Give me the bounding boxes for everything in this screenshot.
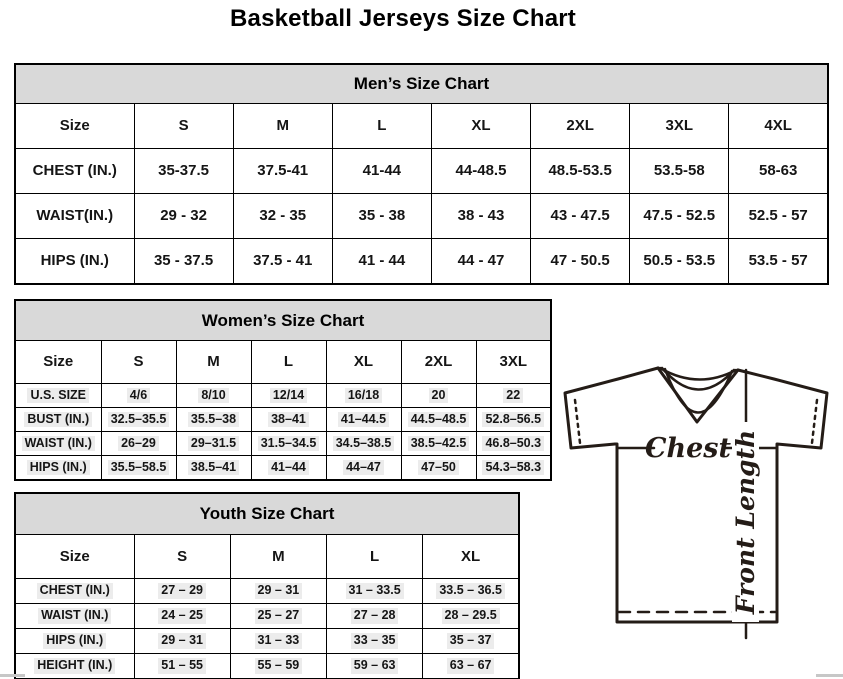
measurement-value-cell [326, 408, 401, 432]
size-column-header [431, 104, 530, 149]
cell-text: S [177, 547, 188, 565]
measurement-value-cell [431, 149, 530, 194]
measurement-value-cell [101, 432, 176, 456]
cell-text: 38.5–41 [188, 460, 239, 476]
cell-text: S [178, 117, 189, 135]
measurement-row-label [15, 384, 101, 408]
measurement-value-cell [476, 384, 551, 408]
measurement-value-cell [233, 149, 332, 194]
measurement-value-cell [630, 194, 729, 239]
cell-text: CHEST (IN.) [32, 162, 117, 180]
cell-text: 53.5 - 57 [748, 252, 808, 270]
cell-text: 24 – 25 [158, 608, 206, 624]
cell-text: CHEST (IN.) [37, 583, 113, 599]
measurement-value-cell [134, 629, 230, 654]
measurement-value-cell [476, 432, 551, 456]
womens-table-title: Women’s Size Chart [15, 300, 551, 341]
cell-text: 37.5 - 41 [253, 252, 313, 270]
cell-text: 27 – 28 [351, 608, 399, 624]
cell-text: 35-37.5 [158, 162, 209, 180]
measurement-value-cell [251, 408, 326, 432]
cell-text: U.S. SIZE [27, 388, 89, 404]
cell-text: 38.5–42.5 [408, 436, 470, 452]
measurement-value-cell [176, 432, 251, 456]
size-header-row [15, 104, 828, 149]
right-sleeve-stitch-line [812, 400, 817, 443]
measurement-value-cell [423, 629, 519, 654]
measurement-value-cell [251, 384, 326, 408]
measurement-value-cell [326, 384, 401, 408]
measurement-value-cell [176, 456, 251, 481]
measurement-value-cell [729, 194, 828, 239]
measurement-row [15, 194, 828, 239]
measurement-row [15, 149, 828, 194]
cell-text: 35.5–38 [188, 412, 239, 428]
cell-text: 32 - 35 [259, 207, 307, 225]
cell-text: 22 [503, 388, 523, 404]
cell-text: 54.3–58.3 [482, 460, 544, 476]
measurement-value-cell [401, 384, 476, 408]
cell-text: 20 [429, 388, 449, 404]
measurement-value-cell [251, 432, 326, 456]
cell-text: 4/6 [127, 388, 150, 404]
cell-text: Size [59, 117, 90, 135]
measurement-value-cell [134, 149, 233, 194]
measurement-value-cell [332, 239, 431, 285]
measurement-value-cell [134, 604, 230, 629]
cell-text: 34.5–38.5 [333, 436, 395, 452]
cell-text: M [207, 353, 220, 371]
measurement-value-cell [251, 456, 326, 481]
cell-text: 35 - 38 [358, 207, 406, 225]
measurement-row-label [15, 456, 101, 481]
measurement-value-cell [332, 194, 431, 239]
cell-text: L [377, 117, 387, 135]
mens-size-chart-table [14, 63, 829, 285]
measurement-value-cell [326, 432, 401, 456]
measurement-value-cell [326, 456, 401, 481]
measurement-value-cell [630, 149, 729, 194]
cell-text: 51 – 55 [158, 658, 206, 674]
cell-text: 35 – 37 [447, 633, 495, 649]
cell-text: 12/14 [270, 388, 307, 404]
cell-text: 31 – 33 [255, 633, 303, 649]
measurement-value-cell [401, 408, 476, 432]
size-label-header [15, 341, 101, 384]
youth-table-body [15, 535, 519, 679]
cell-text: 48.5-53.5 [548, 162, 612, 180]
page-title: Basketball Jerseys Size Chart [230, 5, 576, 32]
size-column-header [630, 104, 729, 149]
size-header-row [15, 341, 551, 384]
cell-text: Size [43, 353, 74, 371]
size-column-header [327, 535, 423, 579]
measurement-value-cell [729, 149, 828, 194]
measurement-value-cell [531, 149, 630, 194]
womens-table-body [15, 341, 551, 481]
cell-text: 38–41 [268, 412, 309, 428]
size-column-header [401, 341, 476, 384]
cell-text: XL [353, 353, 374, 371]
measurement-value-cell [233, 239, 332, 285]
cell-text: 29–31.5 [188, 436, 239, 452]
measurement-row-label [15, 629, 134, 654]
cell-text: 29 – 31 [255, 583, 303, 599]
measurement-row [15, 456, 551, 481]
cell-text: 3XL [665, 117, 694, 135]
cell-text: 26–29 [118, 436, 159, 452]
cell-text: 31.5–34.5 [258, 436, 320, 452]
cell-text: 33.5 – 36.5 [436, 583, 505, 599]
cell-text: 4XL [764, 117, 792, 135]
cell-text: 29 - 32 [160, 207, 207, 225]
cell-text: WAIST(IN.) [36, 207, 114, 225]
cell-text: Size [59, 547, 90, 565]
left-sleeve-stitch-line [575, 400, 580, 443]
measurement-value-cell [230, 629, 326, 654]
cell-text: HEIGHT (IN.) [34, 658, 115, 674]
horizontal-scrollbar-button-fragment[interactable] [816, 674, 843, 677]
cell-text: 52.8–56.5 [482, 412, 544, 428]
cell-text: 2XL [566, 117, 594, 135]
measurement-value-cell [233, 194, 332, 239]
cell-text: WAIST (IN.) [22, 436, 95, 452]
measurement-value-cell [230, 604, 326, 629]
chest-label: Chest [645, 433, 731, 464]
jersey-measurement-diagram [556, 360, 838, 660]
measurement-row [15, 408, 551, 432]
measurement-row-label [15, 579, 134, 604]
womens-table-title-row [15, 300, 551, 341]
measurement-row-label [15, 149, 134, 194]
size-column-header [326, 341, 401, 384]
cell-text: 32.5–35.5 [108, 412, 170, 428]
cell-text: 29 – 31 [158, 633, 206, 649]
cell-text: BUST (IN.) [24, 412, 92, 428]
measurement-row-label [15, 604, 134, 629]
measurement-row [15, 239, 828, 285]
size-column-header [134, 535, 230, 579]
measurement-value-cell [431, 239, 530, 285]
cell-text: 41–44 [268, 460, 309, 476]
size-column-header [251, 341, 326, 384]
womens-size-chart-table [14, 299, 552, 481]
cell-text: 46.8–50.3 [482, 436, 544, 452]
horizontal-scrollbar-thumb-fragment[interactable] [0, 674, 25, 677]
size-column-header [332, 104, 431, 149]
cell-text: 41 - 44 [358, 252, 406, 270]
cell-text: 63 – 67 [447, 658, 495, 674]
cell-text: 41–44.5 [338, 412, 389, 428]
cell-text: 44 - 47 [457, 252, 505, 270]
cell-text: 43 - 47.5 [550, 207, 610, 225]
cell-text: 3XL [499, 353, 527, 371]
cell-text: M [276, 117, 289, 135]
cell-text: WAIST (IN.) [38, 608, 111, 624]
cell-text: 53.5-58 [653, 162, 705, 180]
front-length-label: Front Length [731, 429, 760, 615]
size-column-header [476, 341, 551, 384]
cell-text: 47 - 50.5 [550, 252, 610, 270]
size-column-header [729, 104, 828, 149]
size-column-header [233, 104, 332, 149]
measurement-row [15, 579, 519, 604]
measurement-value-cell [327, 579, 423, 604]
cell-text: HIPS (IN.) [43, 633, 106, 649]
measurement-row-label [15, 239, 134, 285]
measurement-value-cell [327, 629, 423, 654]
measurement-value-cell [134, 579, 230, 604]
measurement-value-cell [531, 239, 630, 285]
measurement-value-cell [101, 456, 176, 481]
measurement-value-cell [327, 604, 423, 629]
cell-text: 44-48.5 [455, 162, 507, 180]
mens-table-title-row [15, 64, 828, 104]
jersey-body-outline [565, 368, 827, 622]
size-header-row [15, 535, 519, 579]
cell-text: 28 – 29.5 [442, 608, 500, 624]
youth-table-title-row [15, 493, 519, 535]
size-column-header [230, 535, 326, 579]
cell-text: XL [461, 547, 481, 565]
cell-text: 52.5 - 57 [748, 207, 808, 225]
measurement-value-cell [134, 654, 230, 679]
cell-text: 59 – 63 [351, 658, 399, 674]
cell-text: 41-44 [362, 162, 402, 180]
cell-text: 50.5 - 53.5 [643, 252, 716, 270]
cell-text: 58-63 [758, 162, 798, 180]
measurement-value-cell [101, 384, 176, 408]
cell-text: 31 – 33.5 [346, 583, 404, 599]
cell-text: XL [471, 117, 491, 135]
measurement-value-cell [423, 604, 519, 629]
cell-text: 47.5 - 52.5 [643, 207, 716, 225]
size-column-header [176, 341, 251, 384]
measurement-value-cell [230, 654, 326, 679]
cell-text: HIPS (IN.) [27, 460, 90, 476]
mens-table-title: Men’s Size Chart [15, 64, 828, 104]
size-column-header [101, 341, 176, 384]
youth-size-chart-table [14, 492, 520, 679]
measurement-row [15, 432, 551, 456]
measurement-value-cell [401, 432, 476, 456]
cell-text: 35.5–58.5 [108, 460, 170, 476]
cell-text: M [272, 547, 285, 565]
measurement-row [15, 629, 519, 654]
cell-text: 38 - 43 [457, 207, 505, 225]
measurement-value-cell [423, 654, 519, 679]
youth-table-title: Youth Size Chart [15, 493, 519, 535]
size-label-header [15, 535, 134, 579]
measurement-value-cell [134, 194, 233, 239]
measurement-value-cell [431, 194, 530, 239]
measurement-row [15, 654, 519, 679]
cell-text: 44–47 [343, 460, 384, 476]
measurement-row [15, 384, 551, 408]
mens-table-body [15, 104, 828, 285]
cell-text: 37.5-41 [257, 162, 309, 180]
measurement-row-label [15, 408, 101, 432]
cell-text: 33 – 35 [351, 633, 399, 649]
measurement-value-cell [327, 654, 423, 679]
measurement-row-label [15, 432, 101, 456]
cell-text: HIPS (IN.) [40, 252, 109, 270]
cell-text: 55 – 59 [255, 658, 303, 674]
measurement-value-cell [332, 149, 431, 194]
size-column-header [423, 535, 519, 579]
size-label-header [15, 104, 134, 149]
size-column-header [531, 104, 630, 149]
measurement-value-cell [423, 579, 519, 604]
cell-text: L [370, 547, 380, 565]
measurement-value-cell [101, 408, 176, 432]
cell-text: 44.5–48.5 [408, 412, 470, 428]
cell-text: 35 - 37.5 [153, 252, 214, 270]
measurement-value-cell [531, 194, 630, 239]
measurement-value-cell [176, 408, 251, 432]
cell-text: S [133, 353, 144, 371]
measurement-value-cell [134, 239, 233, 285]
cell-text: 27 – 29 [158, 583, 206, 599]
measurement-value-cell [230, 579, 326, 604]
measurement-value-cell [630, 239, 729, 285]
measurement-value-cell [476, 456, 551, 481]
measurement-row-label [15, 194, 134, 239]
measurement-value-cell [401, 456, 476, 481]
size-column-header [134, 104, 233, 149]
measurement-value-cell [729, 239, 828, 285]
cell-text: 25 – 27 [255, 608, 303, 624]
measurement-row-label [15, 654, 134, 679]
cell-text: 16/18 [345, 388, 382, 404]
cell-text: 2XL [424, 353, 453, 371]
cell-text: 47–50 [418, 460, 459, 476]
measurement-row [15, 604, 519, 629]
cell-text: L [283, 353, 294, 371]
measurement-value-cell [176, 384, 251, 408]
cell-text: 8/10 [198, 388, 228, 404]
measurement-value-cell [476, 408, 551, 432]
